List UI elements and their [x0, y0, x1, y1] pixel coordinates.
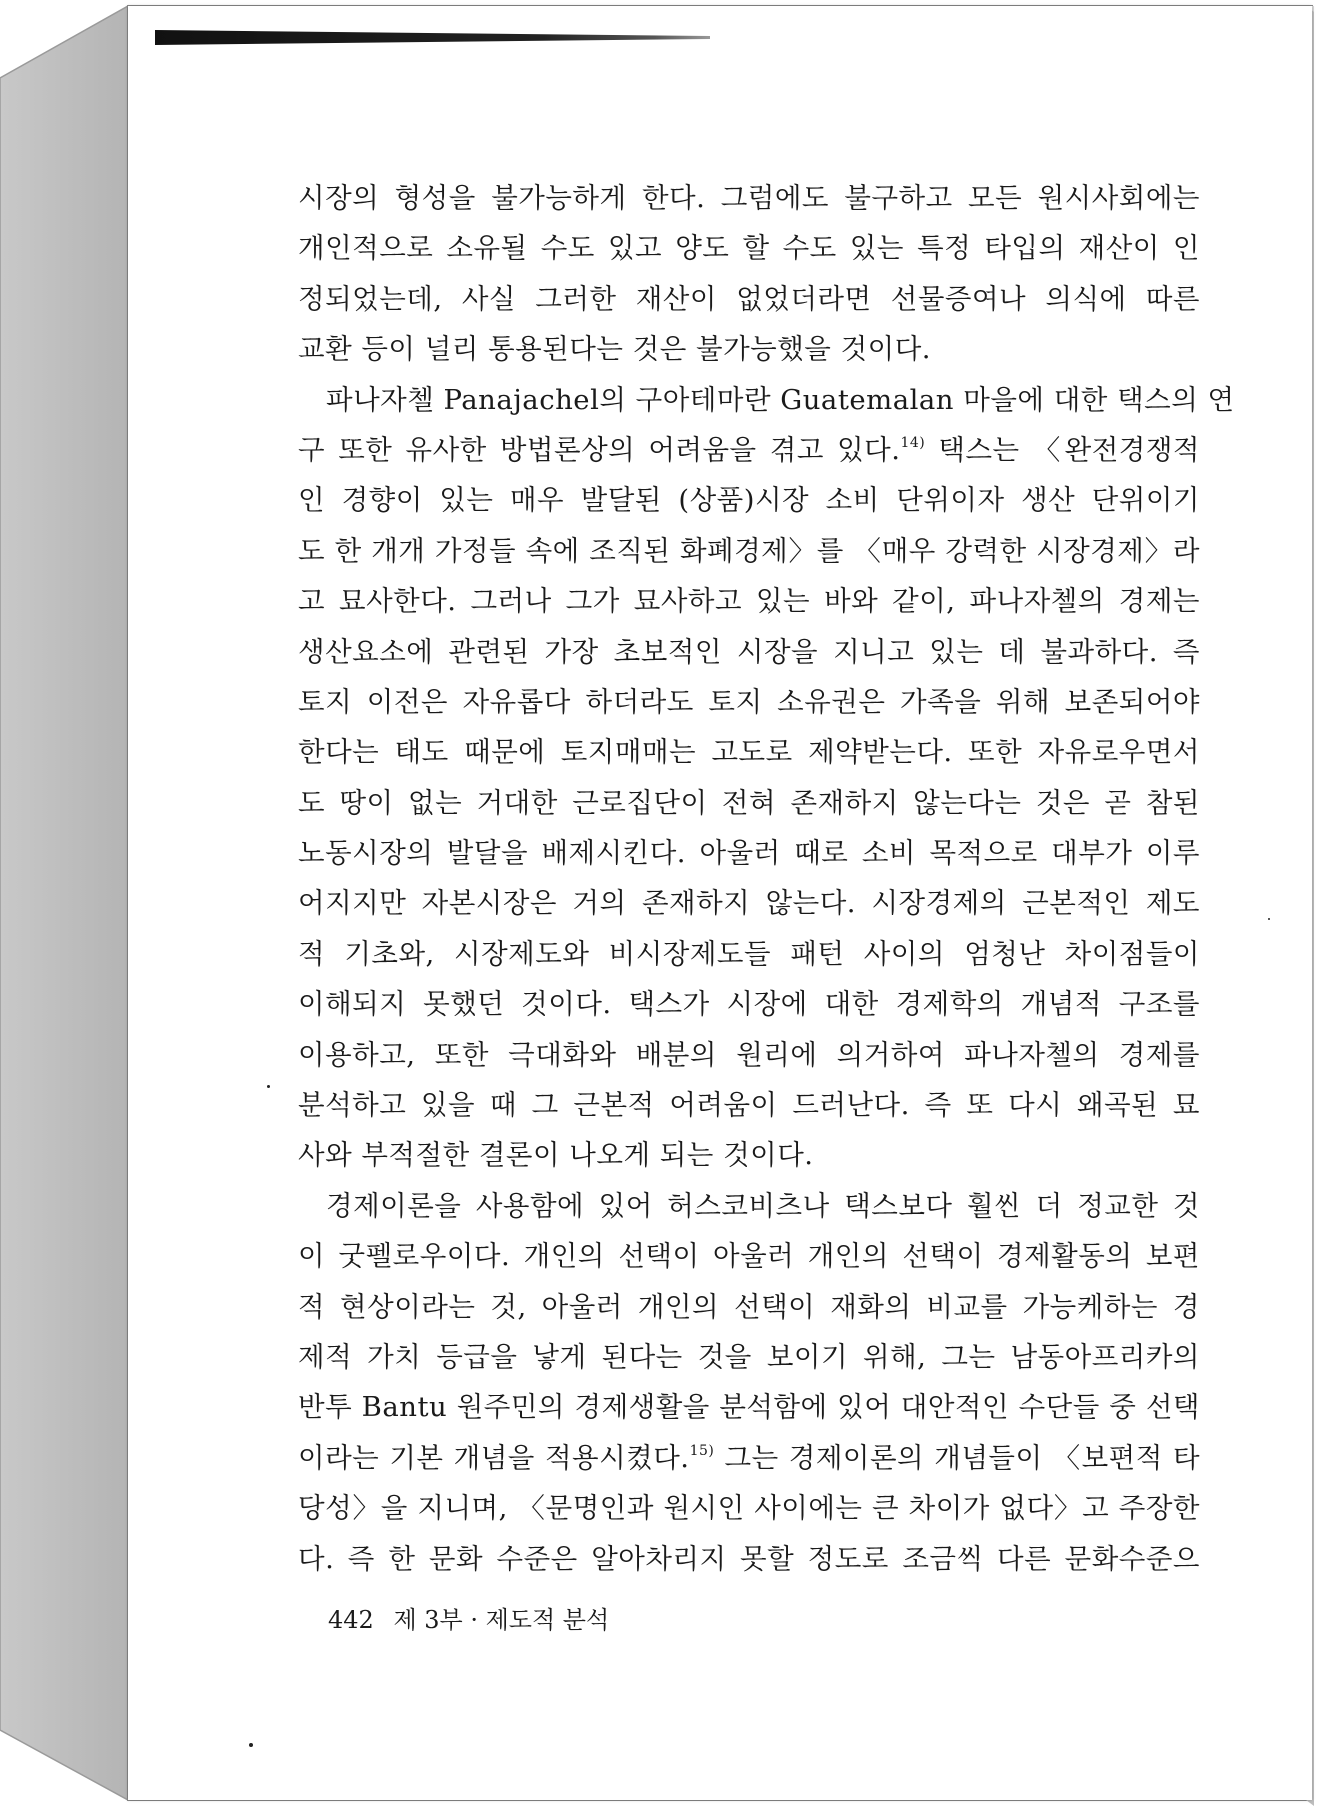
text-segment: 택스는 〈완전경쟁적 — [925, 433, 1200, 466]
running-footer-title: 제 3부 · 제도적 분석 — [393, 1606, 610, 1634]
text-line: 이해되지 못했던 것이다. 택스가 시장에 대한 경제학의 개념적 구조를 — [298, 988, 1200, 1021]
text-line: 생산요소에 관련된 가장 초보적인 시장을 지니고 있는 데 불과하다. 즉 — [298, 635, 1200, 668]
text-line: 적 현상이라는 것, 아울러 개인의 선택이 재화의 비교를 가능케하는 경 — [298, 1290, 1200, 1323]
text-segment: 이라는 기본 개념을 적용시켰다. — [298, 1441, 690, 1474]
text-line: 노동시장의 발달을 배제시킨다. 아울러 때로 소비 목적으로 대부가 이루 — [298, 837, 1200, 870]
text-line: 분석하고 있을 때 그 근본적 어려움이 드러난다. 즉 또 다시 왜곡된 묘 — [298, 1089, 1200, 1122]
scan-speck — [267, 1085, 270, 1088]
page-number: 442 — [328, 1606, 374, 1634]
text-line: 정되었는데, 사실 그러한 재산이 없었더라면 선물증여나 의식에 따른 — [298, 282, 1200, 315]
text-line: 한다는 태도 때문에 토지매매는 고도로 제약받는다. 또한 자유로우면서 — [298, 736, 1200, 769]
text-line: 적 기초와, 시장제도와 비시장제도들 패턴 사이의 엄청난 차이점들이 — [298, 937, 1200, 970]
text-line: 인 경향이 있는 매우 발달된 (상품)시장 소비 단위이자 생산 단위이기 — [298, 484, 1200, 517]
paragraph-2 — [298, 375, 1235, 1181]
text-line: 다. 즉 한 문화 수준은 알아차리지 못할 정도로 조금씩 다른 문화수준으 — [298, 1542, 1200, 1575]
text-line-with-footnote — [298, 1433, 1200, 1483]
text-line: 고 묘사한다. 그러나 그가 묘사하고 있는 바와 같이, 파나자첼의 경제는 — [298, 585, 1200, 618]
text-line: 경제이론을 사용함에 있어 허스코비츠나 택스보다 훨씬 더 정교한 것 — [326, 1189, 1200, 1222]
text-segment: 구 또한 유사한 방법론상의 어려움을 겪고 있다. — [298, 433, 901, 466]
paragraph-3 — [298, 1181, 1200, 1584]
text-line-with-footnote — [298, 425, 1200, 475]
scan-speck — [1268, 918, 1270, 920]
text-line: 파나자첼 Panajachel의 구아테마란 Guatemalan 마을에 대한 택스의 연 — [326, 383, 1235, 416]
paragraph-1 — [298, 173, 1200, 375]
text-segment: 그는 경제이론의 개념들이 〈보편적 타 — [714, 1441, 1201, 1474]
text-line: 사와 부적절한 결론이 나오게 되는 것이다. — [298, 1139, 814, 1172]
text-line: 교환 등이 널리 통용된다는 것은 불가능했을 것이다. — [298, 333, 932, 366]
text-line: 당성〉을 지니며, 〈문명인과 원시인 사이에는 큰 차이가 없다〉고 주장한 — [298, 1492, 1200, 1525]
text-line: 도 땅이 없는 거대한 근로집단이 전혀 존재하지 않는다는 것은 곧 참된 — [298, 786, 1200, 819]
body-text — [298, 173, 1235, 1584]
footnote-marker: 15) — [689, 1442, 715, 1459]
text-line: 이 굿펠로우이다. 개인의 선택이 아울러 개인의 선택이 경제활동의 보편 — [298, 1240, 1200, 1273]
text-line: 도 한 개개 가정들 속에 조직된 화폐경제〉를 〈매우 강력한 시장경제〉라 — [298, 534, 1200, 567]
text-line: 개인적으로 소유될 수도 있고 양도 할 수도 있는 특정 타입의 재산이 인 — [298, 232, 1200, 265]
text-line: 시장의 형성을 불가능하게 한다. 그럼에도 불구하고 모든 원시사회에는 — [298, 182, 1200, 214]
page-footer — [328, 1600, 609, 1635]
text-line: 반투 Bantu 원주민의 경제생활을 분석함에 있어 대안적인 수단들 중 선택 — [298, 1391, 1200, 1424]
text-line: 어지지만 자본시장은 거의 존재하지 않는다. 시장경제의 근본적인 제도 — [298, 887, 1200, 920]
scan-speck — [249, 1743, 253, 1747]
footnote-marker: 14) — [900, 434, 926, 451]
text-line: 제적 가치 등급을 낳게 된다는 것을 보이기 위해, 그는 남동아프리카의 — [298, 1340, 1200, 1373]
text-line: 이용하고, 또한 극대화와 배분의 원리에 의거하여 파나자첼의 경제를 — [298, 1038, 1200, 1071]
text-line: 토지 이전은 자유롭다 하더라도 토지 소유권은 가족을 위해 보존되어야 — [298, 685, 1200, 718]
